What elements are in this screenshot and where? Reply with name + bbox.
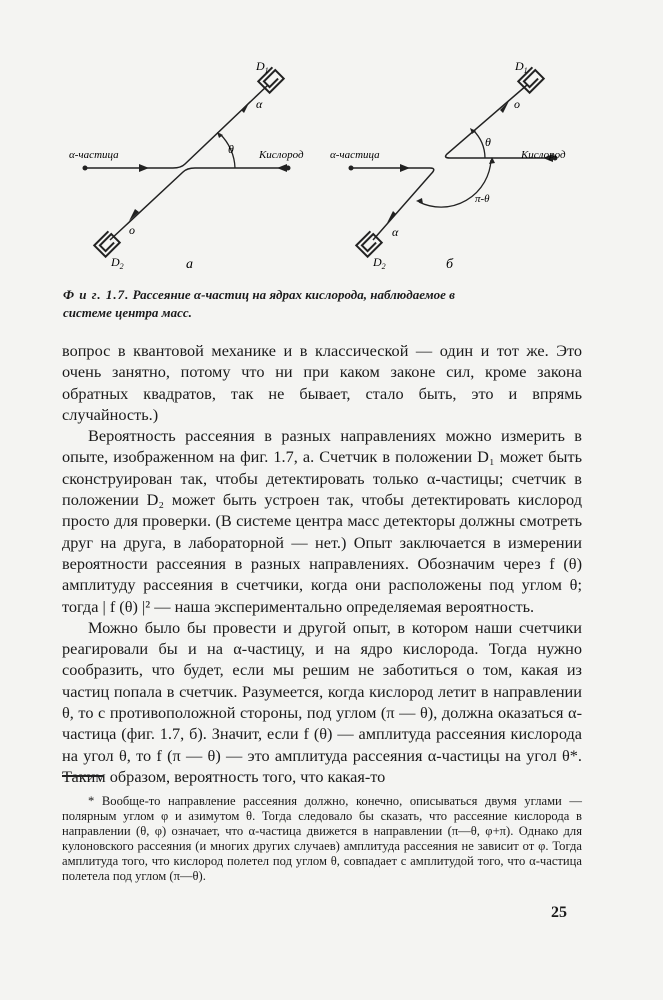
svg-text:D1 — [255, 59, 269, 75]
down-particle-label: α — [392, 225, 399, 239]
down-particle-label: o — [129, 223, 135, 237]
alpha-source-dot — [83, 166, 88, 171]
up-particle-label: o — [514, 97, 520, 111]
d2-subscript: 2 — [119, 262, 124, 271]
d1-subscript: 1 — [523, 66, 528, 75]
figure-1-7 — [55, 50, 595, 280]
panel-label: а — [186, 257, 193, 272]
oxygen-arrow — [277, 164, 287, 172]
alpha-source-dot — [349, 166, 354, 171]
d1-label: D — [256, 59, 265, 73]
panel-label: б — [446, 257, 454, 272]
paragraph: Вероятность рассеяния в разных направлениях можно измерить в опыте, изображенном на фиг. 1.7, а. Счетчик в положении D₁ может быть сконструирован так, чтобы детектировать только α-частицы; счетчик в положении D₂ может быть устроен так, чтобы детектировать кислород просто для проверки. (В системе центра масс детекторы должны смотреть друг на друга, в лабораторной — нет.) Опыт заключается в измерении вероятности рассеяния в разных направлениях. Обозначим через f (θ) амплитуду рассеяния в счетчики, когда они расположены под углом θ; тогда | f (θ) |² — наша экспериментально определяемая вероятность. — [62, 426, 582, 616]
svg-text:D1 — [514, 59, 528, 75]
d2-label: D — [111, 255, 120, 269]
up-particle-label: α — [256, 97, 263, 111]
alpha-arrow — [139, 164, 149, 172]
alpha-label: α-частица — [69, 149, 119, 161]
figure-caption — [63, 286, 483, 322]
paragraph: вопрос в квантовой механике и в классической — один и тот же. Это очень занятно, потому что ни при каком законе сил, кроме закона обратных квадратов, так не бывает, стало быть, это и впрямь случайность.) — [62, 341, 582, 424]
d2-subscript: 2 — [381, 262, 386, 271]
d2-label: D — [373, 255, 382, 269]
footnote-divider — [62, 775, 104, 777]
alpha-label: α-частица — [330, 149, 380, 161]
angle-label: θ — [228, 142, 234, 156]
d1-label: D — [515, 59, 524, 73]
body-text — [62, 340, 582, 787]
alpha-out-arrow — [387, 211, 396, 223]
angle2-label: π-θ — [475, 193, 490, 205]
paragraph: Можно было бы провести и другой опыт, в котором наши счетчики реагировали бы и на α-частицу, и на ядро кислорода. Тогда нужно сообразить, что будет, если мы решим не заботиться о том, какая из частиц попала в счетчик. Разумеется, когда кислород летит в направлении θ, то с противоположной стороны, под углом (π — θ), должна оказаться α-частица (фиг. 1.7, б). Значит, если f (θ) — амплитуда рассеяния кислорода на угол θ, то f (π — θ) — это амплитуда рассеяния α-частицы на угол θ*. Таким образом, вероятность того, что какая-то — [62, 617, 582, 786]
figure-panel-b — [330, 59, 566, 272]
svg-text:D2 — [372, 255, 386, 271]
oxygen-label: Кислород — [521, 149, 566, 161]
caption-label: Ф и г. 1.7. — [63, 287, 130, 302]
alpha-out-arrow — [241, 101, 250, 113]
svg-text:D2 — [110, 255, 124, 271]
figure-panel-a — [69, 59, 304, 272]
oxygen-label: Кислород — [259, 149, 304, 161]
angle-label: θ — [485, 135, 491, 149]
d1-subscript: 1 — [264, 66, 269, 75]
page-number: 25 — [551, 904, 567, 921]
alpha-arrow — [400, 164, 410, 172]
footnote: * Вообще-то направление рассеяния должно, конечно, описываться двумя углами — полярным углом φ и азимутом θ. Тогда следовало бы сказать, что рассеяние кислорода в направлении (θ, φ) означает, что α-частица движется в направлении (π—θ, φ+π). Однако для кулоновского рассеяния (и многих других случаев) амплитуда рассеяния не зависит от φ. Тогда амплитуда того, что кислород полетел под углом θ, совпадает с амплитудой того, что α-частица полетела под углом (π—θ). — [62, 794, 582, 884]
caption-text: Рассеяние α-частиц на ядрах кислорода, наблюдаемое в системе центра масс. — [63, 287, 455, 320]
